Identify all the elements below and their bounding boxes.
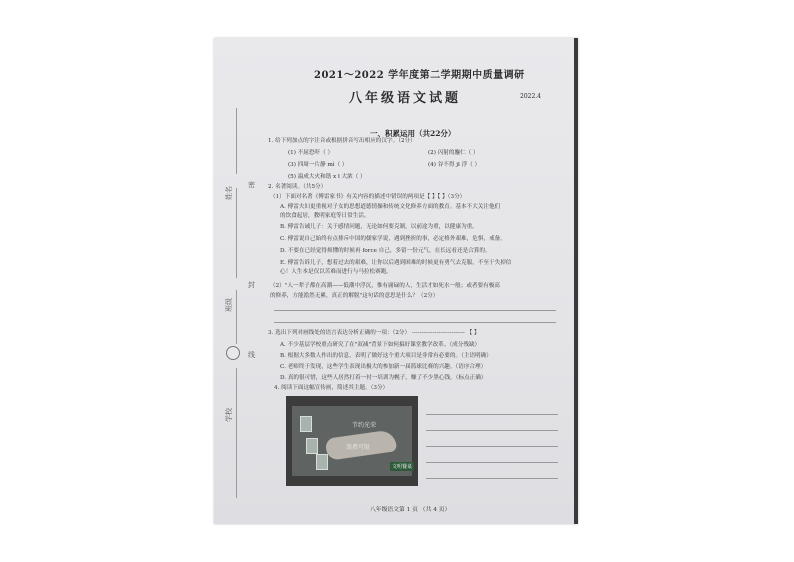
q3-option-c: C. 老师终于发现，这些学生表现出极大的参加新一届篮球比赛的兴趣。（语序合理） xyxy=(280,364,487,370)
cut-mark: 封 xyxy=(248,281,255,289)
poster-caption-2: 浪费可耻 xyxy=(346,444,371,451)
margin-line-4 xyxy=(236,368,237,498)
q4-stem: 4. 阅读下面这幅宣传画，简述其主题。（3分） xyxy=(274,385,389,391)
binding-hole xyxy=(226,346,240,360)
exam-title: 2021～2022 学年度第二学期期中质量调研 xyxy=(314,70,525,81)
name-label: 姓名 xyxy=(225,186,233,200)
q4-answer-line-3 xyxy=(426,446,558,447)
poster-image xyxy=(286,396,418,486)
poster-cup-3 xyxy=(316,454,328,470)
q3-option-b: B. 根据大多数人作出的信息，表明了做好这个重大项目是非常有必要的。（主语明确） xyxy=(280,353,492,359)
q2-sub2-line2: 的修养，方能澹然无累，真正的解脱"这句话的意思是什么？（2分） xyxy=(270,293,439,299)
q2-sub2-line1: （2）"人一辈子都在高潮——低潮中浮沉，惟有庸碌的人，生活才如死水一般；或者要有极高 xyxy=(270,283,500,289)
q1-item-3: (3) 四周一片静 mì（ ） xyxy=(288,162,348,168)
q4-answer-line-5 xyxy=(426,478,558,479)
q2-option-a2: 的饮食起居，教明家庭等日常生活。 xyxy=(280,213,370,219)
q2-option-d: D. 不要在已经觉得烦懂的时候再 force 自己，多留一份元气，在长远看还是合算的。 xyxy=(280,248,491,254)
q1-item-4: (4) 谷不得 jī 浮（ ） xyxy=(428,162,481,168)
poster-caption-1: 节约光荣 xyxy=(352,422,377,429)
q2-answer-line-2 xyxy=(274,322,556,323)
q2-option-c: C. 傅雷说自己始终有点排斥中国的儒家学说，遇到挫折的事，必定格外艰难，危惧，戒备。 xyxy=(280,236,506,242)
line-mark: 线 xyxy=(248,351,255,359)
q1-stem: 1. 给下列加点的字注音或根据拼音写出相应的汉字。（2分） xyxy=(268,138,416,144)
q2-answer-line-1 xyxy=(274,310,556,311)
poster-cup-1 xyxy=(300,416,312,432)
q3-stem: 3. 选出下列对画线处的语言表达分析正确的一项：（2分） ---------------------------- 【 】 xyxy=(268,330,480,336)
q4-answer-line-2 xyxy=(426,430,558,431)
q2-option-a1: A. 傅雷夫妇更重视对子女的思想道德情操和传统文化修养方面的教育。基本不大关注他们 xyxy=(280,204,501,210)
seal-mark: 密 xyxy=(248,181,255,189)
q3-option-d: D. 真的很可惜，这些人居然打着一衬一培训为幌子，赚了不少黑心钱。（标点正确） xyxy=(280,375,487,381)
q4-answer-line-4 xyxy=(426,462,558,463)
school-label: 学校 xyxy=(225,408,233,422)
q4-answer-line-1 xyxy=(426,414,558,415)
q3-option-a: A. 不少基层学校重点研究了在"双减"背景下如何搞好课堂教学改革。（成分残缺） xyxy=(280,342,481,348)
page-footer: 八年级语文第 1 页 （共 4 页） xyxy=(370,507,451,513)
exam-date: 2022.4 xyxy=(520,93,541,100)
exam-paper xyxy=(214,38,578,524)
margin-line-1 xyxy=(236,108,237,174)
q2-option-e2: 心！人生本是仅以苦难而进行与马拉松赛跑。 xyxy=(280,269,392,275)
class-label: 班级 xyxy=(225,298,233,312)
q2-stem: 2. 名著阅读。（共5分） xyxy=(268,184,327,190)
q2-sub1: （1）下面对名著《傅雷家书》有关内容的描述中错误的两项是【 】【 】（3分） xyxy=(270,194,466,200)
q1-item-5: (5) 溢成大火和谐 x ī 大浓（ ） xyxy=(288,174,366,180)
q1-item-2: (2) 闪射的鏖仁（ ） xyxy=(428,150,479,156)
poster-logo: 文明餐桌 xyxy=(392,464,413,470)
margin-line-3 xyxy=(236,290,237,344)
q2-option-b: B. 傅雷告诫儿子：关于感情问题，无论如何要克制，以前途为重，以健康为重。 xyxy=(280,224,478,230)
margin-line-2 xyxy=(236,188,237,278)
section-heading: 一、积累运用（共22分） xyxy=(370,129,456,138)
paper-shadow-edge xyxy=(574,38,578,524)
exam-subtitle: 八年级语文试题 xyxy=(349,91,462,106)
q1-item-1: (1) 不屈恐吓（ ） xyxy=(288,150,334,156)
poster-cup-2 xyxy=(306,438,318,454)
q2-option-e1: E. 傅雷告诉儿子，想着过去的艰难，让你以后遇到困难的时候更有勇气去克服，不至于失掉信 xyxy=(280,260,512,266)
